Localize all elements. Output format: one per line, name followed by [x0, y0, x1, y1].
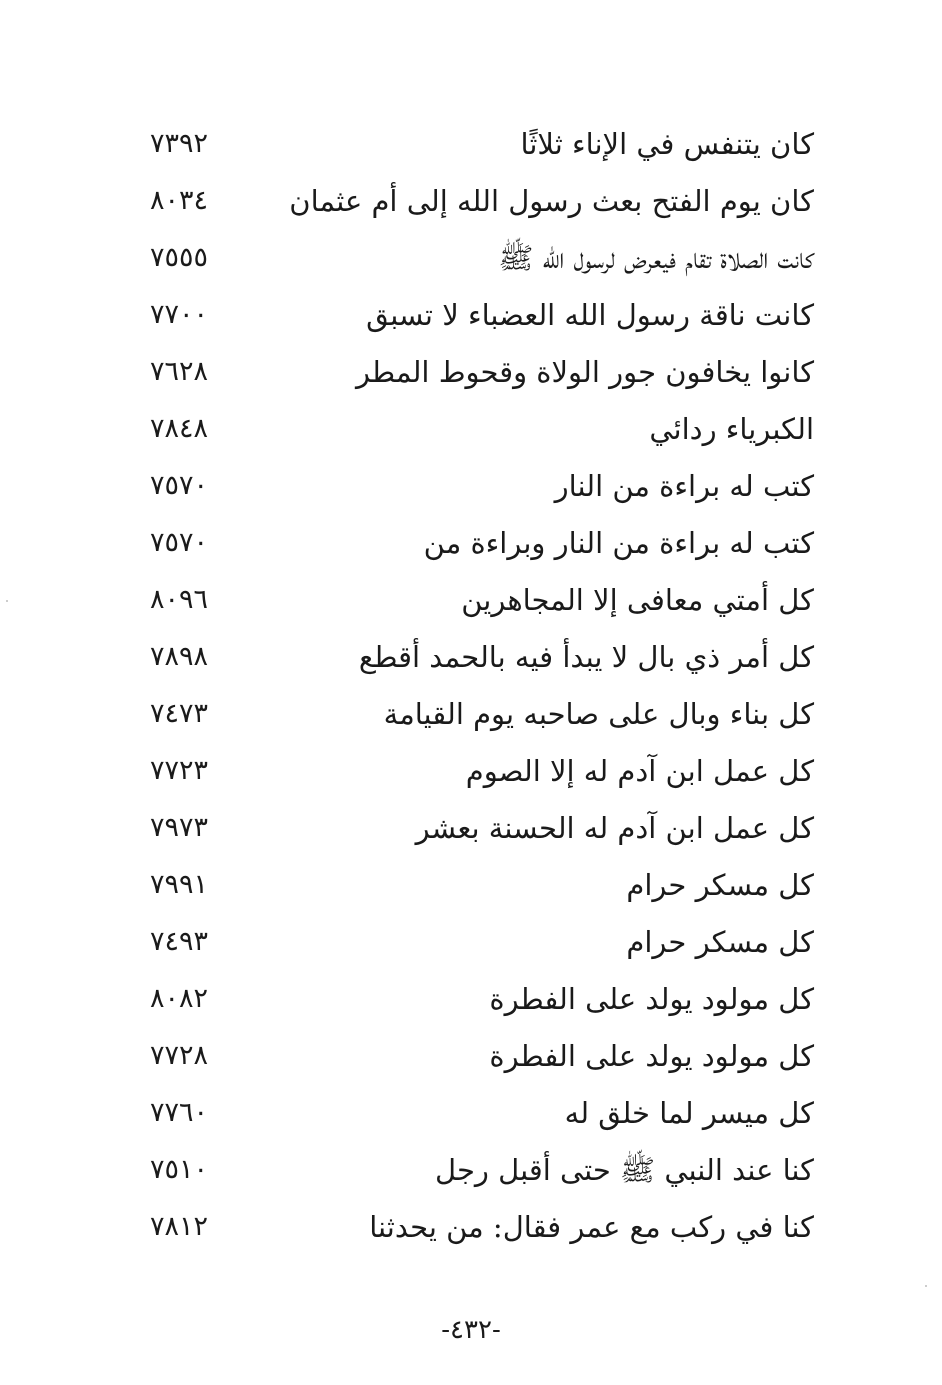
index-entry — [0, 631, 942, 688]
index-entry — [0, 1144, 942, 1201]
entry-number: ٧٥١٠ — [150, 1154, 209, 1185]
entry-text: كتب له براءة من النار وبراءة من — [423, 526, 814, 560]
index-entry — [0, 517, 942, 574]
index-entry — [0, 574, 942, 631]
entry-text: كان يوم الفتح بعث رسول الله إلى أم عثمان — [289, 184, 814, 218]
entry-number: ٨٠٣٤ — [150, 185, 209, 216]
scan-speck — [6, 600, 8, 602]
entry-number: ٧٤٧٣ — [150, 698, 209, 729]
entry-number: ٧٥٧٠ — [150, 470, 209, 501]
index-entry — [0, 460, 942, 517]
entry-number: ٧٤٩٣ — [150, 926, 209, 957]
entry-text: كل مسكر حرام — [626, 868, 814, 902]
entry-number: ٧٨٤٨ — [150, 413, 209, 444]
scan-speck — [925, 1285, 927, 1287]
entry-number: ٧٧٦٠ — [150, 1097, 209, 1128]
entry-number: ٧٨١٢ — [150, 1211, 209, 1242]
entry-text: كل مسكر حرام — [626, 925, 814, 959]
index-entry — [0, 859, 942, 916]
entry-number: ٨٠٩٦ — [150, 584, 209, 615]
entry-text: كنا في ركب مع عمر فقال: من يحدثنا — [369, 1210, 814, 1244]
entry-number: ٧٨٩٨ — [150, 641, 209, 672]
entry-text: كل بناء وبال على صاحبه يوم القيامة — [383, 697, 814, 731]
index-entry — [0, 1201, 942, 1258]
entry-text: كل مولود يولد على الفطرة — [489, 982, 814, 1016]
index-list — [0, 118, 942, 1258]
entry-number: ٧٧٠٠ — [150, 299, 209, 330]
entry-number: ٧٧٢٣ — [150, 755, 209, 786]
index-entry — [0, 118, 942, 175]
index-entry — [0, 916, 942, 973]
entry-text: كانت الصلاة تقام فيعرض لرسول الله ﷺ — [498, 241, 814, 275]
entry-text: كل ميسر لما خلق له — [564, 1096, 814, 1130]
entry-number: ٧٧٢٨ — [150, 1040, 209, 1071]
index-entry — [0, 232, 942, 289]
index-entry — [0, 1087, 942, 1144]
entry-number: ٨٠٨٢ — [150, 983, 209, 1014]
page-number: -٤٣٢- — [441, 1315, 501, 1345]
index-entry — [0, 688, 942, 745]
entry-number: ٧٩٩١ — [150, 869, 209, 900]
entry-text: كنا عند النبي ﷺ حتى أقبل رجل — [435, 1153, 814, 1187]
entry-number: ٧٦٢٨ — [150, 356, 209, 387]
entry-number: ٧٥٥٥ — [150, 242, 209, 273]
index-entry — [0, 745, 942, 802]
index-entry — [0, 403, 942, 460]
entry-text: كل أمتي معافى إلا المجاهرين — [461, 583, 814, 617]
index-entry — [0, 1030, 942, 1087]
entry-text: كل أمر ذي بال لا يبدأ فيه بالحمد أقطع — [358, 640, 814, 674]
entry-text: كانوا يخافون جور الولاة وقحوط المطر — [356, 355, 814, 389]
entry-text: كل عمل ابن آدم له إلا الصوم — [465, 754, 814, 788]
entry-number: ٧٥٧٠ — [150, 527, 209, 558]
entry-text: كل عمل ابن آدم له الحسنة بعشر — [415, 811, 814, 845]
index-entry — [0, 973, 942, 1030]
entry-text: كتب له براءة من النار — [554, 469, 814, 503]
index-entry — [0, 289, 942, 346]
entry-number: ٧٣٩٢ — [150, 128, 209, 159]
entry-text: كان يتنفس في الإناء ثلاثًا — [520, 127, 814, 161]
index-entry — [0, 802, 942, 859]
entry-text: كل مولود يولد على الفطرة — [489, 1039, 814, 1073]
entry-number: ٧٩٧٣ — [150, 812, 209, 843]
index-entry — [0, 175, 942, 232]
entry-text: كانت ناقة رسول الله العضباء لا تسبق — [366, 298, 814, 332]
entry-text: الكبرياء ردائي — [649, 412, 814, 446]
index-entry — [0, 346, 942, 403]
